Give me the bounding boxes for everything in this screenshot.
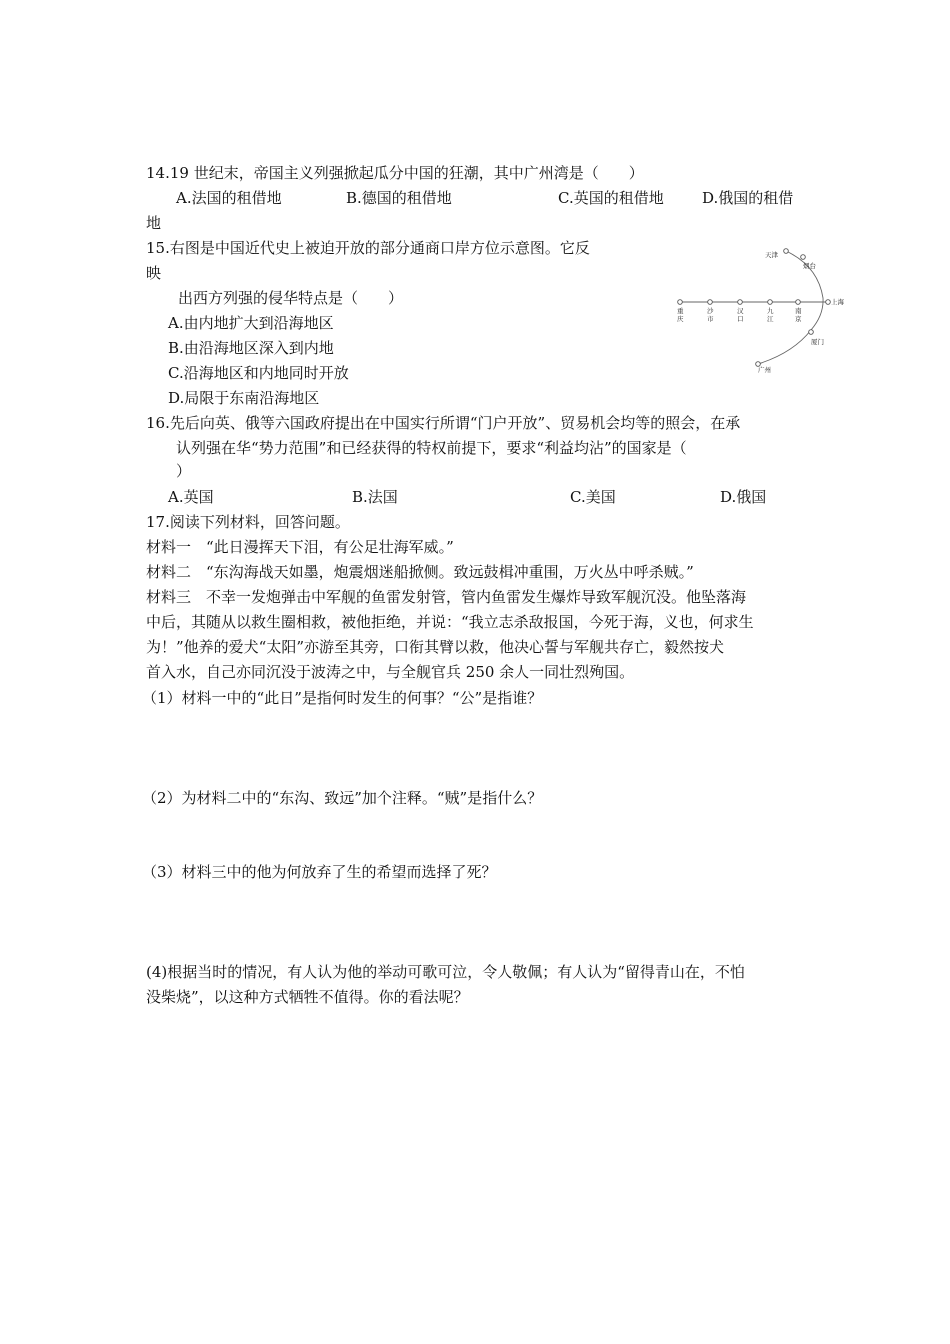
port-xiamen [809, 330, 814, 335]
q17-material-3-line3: 为！”他养的爱犬“太阳”亦游至其旁，口衔其臂以救，他决心誓与军舰共存亡，毅然按犬 [146, 638, 725, 656]
label-hankou-2: 口 [737, 315, 744, 323]
q16-option-a: A.英国 [168, 488, 214, 506]
label-shashi-2: 市 [707, 315, 714, 323]
q15-option-c: C.沿海地区和内地同时开放 [168, 364, 349, 382]
port-chongqing [678, 300, 683, 305]
q17-title: 17.阅读下列材料，回答问题。 [146, 513, 350, 531]
port-tianjin [784, 249, 789, 254]
q17-material-1: 材料一 “此日漫挥天下泪，有公足壮海军威。” [146, 538, 454, 556]
q14-option-b: B.德国的租借地 [346, 189, 452, 207]
q16-stem-paren: ） [176, 462, 192, 480]
port-jiujiang [768, 300, 773, 305]
q14-stem: 14.19 世纪末，帝国主义列强掀起瓜分中国的狂潮，其中广州湾是（ ） [146, 164, 644, 182]
label-chongqing-2: 庆 [677, 315, 684, 323]
q15-stem-cont: 出西方列强的侵华特点是（ ） [178, 289, 404, 307]
q16-option-c: C.美国 [570, 488, 616, 506]
q14-option-d: D.俄国的租借 [702, 189, 794, 207]
label-nanjing-2: 京 [795, 315, 802, 323]
q17-material-2: 材料二 “东沟海战天如墨，炮震烟迷船掀侧。致远鼓楫冲重围，万火丛中呼杀贼。” [146, 563, 694, 581]
q14-option-c: C.英国的租借地 [558, 189, 664, 207]
port-shashi [708, 300, 713, 305]
label-jiujiang-1: 九 [767, 307, 774, 315]
label-hankou-1: 汉 [737, 307, 744, 315]
q17-subquestion-4-line1: (4)根据当时的情况，有人认为他的举动可歌可泣，令人敬佩；有人认为“留得青山在，不怕 [146, 963, 745, 981]
q17-material-3-line2: 中后，其随从以救生圈相救，被他拒绝，并说：“我立志杀敌报国，今死于海，义也，何求生 [146, 613, 754, 631]
q17-subquestion-3: （3）材料三中的他为何放弃了生的希望而选择了死？ [142, 863, 497, 881]
q17-material-3-line4: 首入水，自己亦同沉没于波涛之中，与全舰官兵 250 余人一同壮烈殉国。 [146, 663, 635, 681]
q16-stem-cont: 认列强在华“势力范围”和已经获得的特权前提下，要求“利益均沾”的国家是（ [176, 439, 687, 457]
label-shanghai: 上海 [831, 298, 844, 306]
port-shanghai [826, 300, 831, 305]
label-guangzhou: 广州 [758, 366, 771, 374]
label-nanjing-1: 南 [795, 307, 802, 315]
port-yantai [801, 255, 806, 260]
q17-subquestion-2: （2）为材料二中的“东沟、致远”加个注释。“贼”是指什么？ [142, 789, 543, 807]
q15-stem: 15.右图是中国近代史上被迫开放的部分通商口岸方位示意图。它反 [146, 239, 590, 257]
label-chongqing-1: 重 [677, 307, 684, 315]
q16-option-d: D.俄国 [720, 488, 767, 506]
q15-option-a: A.由内地扩大到沿海地区 [168, 314, 334, 332]
q15-option-b: B.由沿海地区深入到内地 [168, 339, 334, 357]
treaty-ports-map [668, 240, 844, 375]
q17-subquestion-1: （1）材料一中的“此日”是指何时发生的何事？“公”是指谁？ [142, 689, 543, 707]
port-hankou [738, 300, 743, 305]
label-jiujiang-2: 江 [767, 315, 774, 323]
q15-option-d: D.局限于东南沿海地区 [168, 389, 320, 407]
label-tianjin: 天津 [765, 251, 778, 259]
q14-option-d-wrap: 地 [146, 214, 162, 232]
q17-subquestion-4-line2: 没柴烧”，以这种方式牺牲不值得。你的看法呢？ [146, 988, 469, 1006]
q17-material-3-line1: 材料三 不幸一发炮弹击中军舰的鱼雷发射管，管内鱼雷发生爆炸导致军舰沉没。他坠落海 [146, 588, 747, 606]
label-shashi-1: 沙 [707, 307, 714, 315]
q14-option-a: A.法国的租借地 [176, 189, 282, 207]
port-nanjing [796, 300, 801, 305]
label-xiamen: 厦门 [811, 338, 824, 346]
q16-stem: 16.先后向英、俄等六国政府提出在中国实行所谓“门户开放”、贸易机会均等的照会，在承 [146, 414, 741, 432]
q16-option-b: B.法国 [352, 488, 398, 506]
q15-stem-wrap: 映 [146, 264, 162, 282]
label-yantai: 烟台 [803, 262, 816, 270]
